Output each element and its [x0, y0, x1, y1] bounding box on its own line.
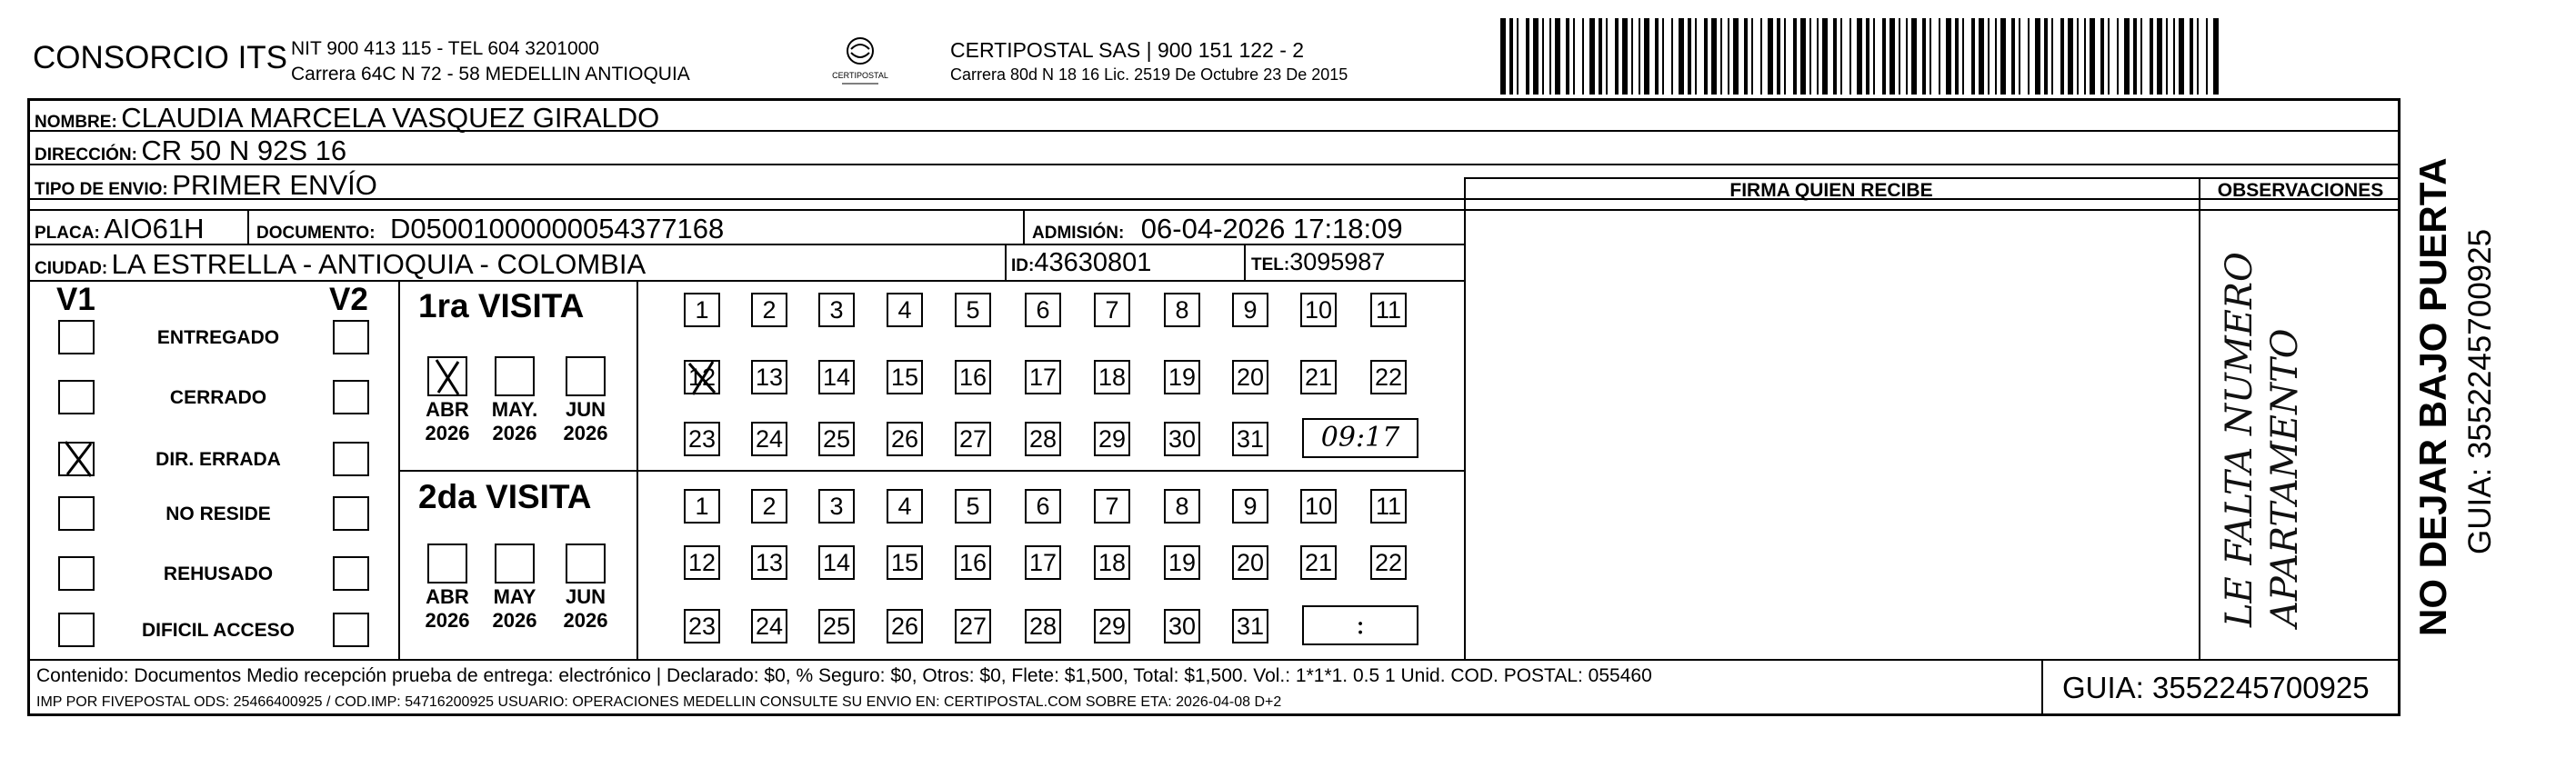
visit1-day-box[interactable]: 14 — [818, 360, 855, 394]
visit1-day-box[interactable]: 5 — [955, 293, 991, 327]
visit2-day-box[interactable]: 10 — [1300, 489, 1337, 524]
visit1-day-box[interactable]: 28 — [1025, 422, 1061, 456]
visit1-day-box[interactable]: 8 — [1164, 293, 1200, 327]
visit2-day-box[interactable]: 11 — [1370, 489, 1407, 524]
v2-checkbox[interactable] — [333, 556, 369, 591]
v1-checkbox[interactable] — [58, 380, 95, 414]
recipient-address: CR 50 N 92S 16 — [141, 135, 347, 166]
visit2-title: 2da VISITA — [418, 478, 592, 515]
visit2-day-box[interactable]: 18 — [1094, 545, 1130, 580]
v2-checkbox[interactable] — [333, 320, 369, 354]
visit2-day-box[interactable]: 6 — [1025, 489, 1061, 524]
side-warning: NO DEJAR BAJO PUERTA — [2411, 157, 2454, 636]
visit2-day-box[interactable]: 7 — [1094, 489, 1130, 524]
observation-handwritten-line1: LE FALTA NUMERO — [2219, 252, 2260, 627]
admission-label: ADMISIÓN: — [1032, 224, 1125, 243]
recipient-name: CLAUDIA MARCELA VASQUEZ GIRALDO — [121, 102, 660, 134]
visit1-month-checkbox[interactable] — [566, 356, 606, 396]
status-label: NO RESIDE — [165, 504, 271, 524]
visit2-day-box[interactable]: 14 — [818, 545, 855, 580]
plate-label: PLACA: — [35, 224, 100, 243]
visit2-month-checkbox[interactable] — [566, 544, 606, 583]
barcode — [1500, 18, 2228, 95]
v1-checkbox[interactable] — [58, 442, 95, 476]
v2-checkbox[interactable] — [333, 613, 369, 647]
svg-text:CERTIPOSTAL: CERTIPOSTAL — [832, 71, 888, 80]
observations-header: OBSERVACIONES — [2217, 180, 2384, 201]
courier-address: Carrera 80d N 18 16 Lic. 2519 De Octubre 23 De 2015 — [950, 65, 1348, 84]
observation-handwritten-line2: APARTAMENTO — [2264, 328, 2306, 627]
visit1-day-box[interactable]: 3 — [818, 293, 855, 327]
visit2-day-box[interactable]: 27 — [955, 609, 991, 643]
visit1-month-checkbox[interactable] — [495, 356, 535, 396]
visit2-month-label: MAY 2026 — [492, 585, 537, 632]
visit2-day-box[interactable]: 30 — [1164, 609, 1200, 643]
status-label: CERRADO — [169, 387, 267, 408]
visit2-day-box[interactable]: 12 — [684, 545, 720, 580]
visit2-day-box[interactable]: 3 — [818, 489, 855, 524]
city-label: CIUDAD: — [35, 259, 108, 278]
company-nit: NIT 900 413 115 - TEL 604 3201000 — [291, 38, 599, 59]
visit2-day-box[interactable]: 22 — [1370, 545, 1407, 580]
visit1-day-box[interactable]: 12 — [684, 360, 720, 394]
visit1-title: 1ra VISITA — [418, 287, 585, 324]
company-name: CONSORCIO ITS — [33, 40, 288, 75]
visit2-day-box[interactable]: 16 — [955, 545, 991, 580]
v2-label: V2 — [329, 282, 368, 317]
v2-checkbox[interactable] — [333, 380, 369, 414]
v1-checkbox[interactable] — [58, 556, 95, 591]
status-label: DIFICIL ACCESO — [141, 620, 295, 641]
visit1-day-box[interactable]: 2 — [751, 293, 787, 327]
visit2-month-label: ABR 2026 — [425, 585, 470, 632]
visit1-time-box[interactable]: 09:17 — [1302, 418, 1418, 458]
visit2-day-box[interactable]: 9 — [1232, 489, 1268, 524]
shipping-type: PRIMER ENVÍO — [172, 169, 377, 201]
visit1-month-checkbox[interactable] — [427, 356, 467, 396]
plate-value: AIO61H — [104, 213, 205, 244]
visit2-day-box[interactable]: 2 — [751, 489, 787, 524]
visit2-day-box[interactable]: 31 — [1232, 609, 1268, 643]
visit1-day-box[interactable]: 19 — [1164, 360, 1200, 394]
visit2-day-box[interactable]: 13 — [751, 545, 787, 580]
status-label: ENTREGADO — [156, 327, 280, 348]
address-label: DIRECCIÓN: — [35, 145, 137, 165]
v1-checkbox[interactable] — [58, 496, 95, 531]
footer-print-line: IMP POR FIVEPOSTAL ODS: 25466400925 / COD.IMP: 54716200925 USUARIO: OPERACIONES MEDELLIN CONSULTE SU ENVIO EN: CERTIPOSTAL.COM SOBRE ETA: 2026-04-08 D+2 — [36, 694, 1282, 710]
visit2-month-label: JUN 2026 — [563, 585, 608, 632]
visit1-day-box[interactable]: 20 — [1232, 360, 1268, 394]
visit1-month-label: ABR 2026 — [425, 398, 470, 444]
visit1-day-box[interactable]: 26 — [887, 422, 923, 456]
visit2-day-box[interactable]: 24 — [751, 609, 787, 643]
v2-checkbox[interactable] — [333, 496, 369, 531]
visit2-day-box[interactable]: 20 — [1232, 545, 1268, 580]
visit1-month-label: JUN 2026 — [563, 398, 608, 444]
tel-label: TEL: — [1251, 255, 1290, 274]
visit2-day-box[interactable]: 28 — [1025, 609, 1061, 643]
visit1-day-box[interactable]: 30 — [1164, 422, 1200, 456]
visit2-day-box[interactable]: 1 — [684, 489, 720, 524]
status-label: DIR. ERRADA — [155, 449, 281, 470]
visit1-day-box[interactable]: 27 — [955, 422, 991, 456]
footer-content-line: Contenido: Documentos Medio recepción prueba de entrega: electrónico | Declarado: $0, % Seguro: $0, Otros: $0, Flete: $1,500, Total: $1,500. Vol.: 1*1*1. 0.5 1 Unid. COD. POSTAL: 055460 — [36, 665, 1652, 686]
visit2-month-checkbox[interactable] — [495, 544, 535, 583]
visit1-day-box[interactable]: 23 — [684, 422, 720, 456]
company-address: Carrera 64C N 72 - 58 MEDELLIN ANTIOQUIA — [291, 64, 690, 85]
visit1-day-box[interactable]: 7 — [1094, 293, 1130, 327]
visit2-day-box[interactable]: 5 — [955, 489, 991, 524]
visit1-day-box[interactable]: 29 — [1094, 422, 1130, 456]
v1-label: V1 — [56, 282, 95, 317]
guia-number: GUIA: 3552245700925 — [2062, 671, 2370, 704]
visit1-day-box[interactable]: 24 — [751, 422, 787, 456]
visit2-time-box[interactable]: : — [1302, 605, 1418, 645]
visit1-day-box[interactable]: 18 — [1094, 360, 1130, 394]
visit2-day-box[interactable]: 23 — [684, 609, 720, 643]
city-value: LA ESTRELLA - ANTIOQUIA - COLOMBIA — [111, 248, 647, 280]
visit1-day-box[interactable]: 21 — [1300, 360, 1337, 394]
visit1-day-box[interactable]: 10 — [1300, 293, 1337, 327]
v2-checkbox[interactable] — [333, 442, 369, 476]
visit2-day-box[interactable]: 17 — [1025, 545, 1061, 580]
admission-value: 06-04-2026 17:18:09 — [1140, 213, 1403, 244]
visit1-day-box[interactable]: 4 — [887, 293, 923, 327]
courier-name: CERTIPOSTAL SAS | 900 151 122 - 2 — [950, 38, 1305, 62]
signature-header: FIRMA QUIEN RECIBE — [1729, 180, 1933, 201]
visit1-day-box[interactable]: 17 — [1025, 360, 1061, 394]
v1-checkbox[interactable] — [58, 613, 95, 647]
certipostal-logo-icon — [832, 33, 888, 87]
visit1-day-box[interactable]: 15 — [887, 360, 923, 394]
visit2-day-box[interactable]: 8 — [1164, 489, 1200, 524]
visit1-day-box[interactable]: 13 — [751, 360, 787, 394]
visit2-day-box[interactable]: 4 — [887, 489, 923, 524]
visit1-month-label: MAY. 2026 — [491, 398, 538, 444]
visit1-day-box[interactable]: 6 — [1025, 293, 1061, 327]
tel-value: 3095987 — [1289, 248, 1386, 275]
visit2-month-checkbox[interactable] — [427, 544, 467, 583]
v1-checkbox[interactable] — [58, 320, 95, 354]
side-guia: GUIA: 3552245700925 — [2462, 228, 2498, 554]
shipping-type-label: TIPO DE ENVIO: — [35, 180, 168, 199]
visit2-day-box[interactable]: 15 — [887, 545, 923, 580]
visit1-day-box[interactable]: 11 — [1370, 293, 1407, 327]
visit2-day-box[interactable]: 21 — [1300, 545, 1337, 580]
id-label: ID: — [1011, 256, 1035, 275]
document-value: D05001000000054377168 — [390, 213, 725, 244]
visit2-day-box[interactable]: 19 — [1164, 545, 1200, 580]
document-label: DOCUMENTO: — [256, 224, 376, 243]
visit2-day-box[interactable]: 26 — [887, 609, 923, 643]
visit2-day-box[interactable]: 29 — [1094, 609, 1130, 643]
visit1-day-box[interactable]: 9 — [1232, 293, 1268, 327]
visit1-day-box[interactable]: 22 — [1370, 360, 1407, 394]
id-value: 43630801 — [1034, 248, 1152, 277]
status-label: REHUSADO — [163, 564, 274, 584]
name-label: NOMBRE: — [35, 113, 117, 132]
visit1-day-box[interactable]: 25 — [818, 422, 855, 456]
visit2-day-box[interactable]: 25 — [818, 609, 855, 643]
visit1-day-box[interactable]: 1 — [684, 293, 720, 327]
visit1-day-box[interactable]: 16 — [955, 360, 991, 394]
visit1-day-box[interactable]: 31 — [1232, 422, 1268, 456]
